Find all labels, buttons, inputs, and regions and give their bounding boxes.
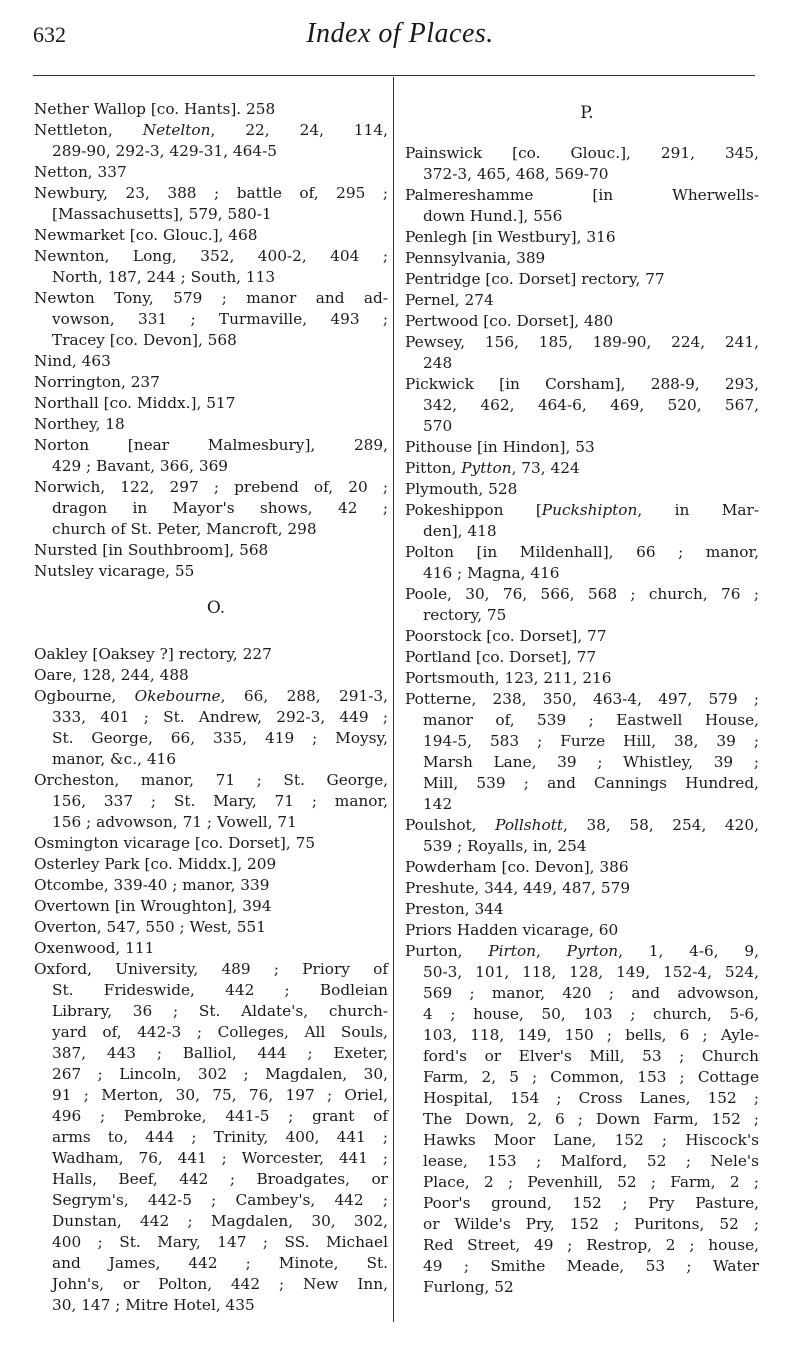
entry-text: Potterne, 238, 350, 463-4, 497, 579 ; xyxy=(405,690,759,708)
entry-text: Painswick [co. Glouc.], 291, 345, xyxy=(405,144,759,162)
entry-line xyxy=(405,647,759,668)
entry-text: 342, 462, 464-6, 469, 520, 567, xyxy=(423,396,759,414)
entry-text: Segrym's, 442-5 ; Cambey's, 442 ; xyxy=(52,1191,388,1209)
entry-text: and James, 442 ; Minote, St. xyxy=(52,1254,388,1272)
entry-text: Pernel, 274 xyxy=(405,291,494,309)
index-entry xyxy=(405,269,759,290)
section-heading: O. xyxy=(206,598,226,618)
index-entry xyxy=(405,941,759,1298)
entry-text: 289-90, 292-3, 429-31, 464-5 xyxy=(52,142,278,160)
entry-line xyxy=(34,1022,388,1043)
entry-text: 267 ; Lincoln, 302 ; Magdalen, 30, xyxy=(52,1065,388,1083)
index-entry xyxy=(405,899,759,920)
index-entry xyxy=(405,437,759,458)
entry-text: Osterley Park [co. Middx.], 209 xyxy=(34,855,277,873)
index-entry xyxy=(34,162,388,183)
index-entry xyxy=(34,959,388,1316)
entry-text: Hospital, 154 ; Cross Lanes, 152 ; xyxy=(423,1089,759,1107)
entry-line xyxy=(405,458,759,479)
entry-text: Nind, 463 xyxy=(34,352,111,370)
entry-line xyxy=(34,351,388,372)
entry-text: Polton [in Mildenhall], 66 ; manor, xyxy=(405,543,759,561)
entry-line xyxy=(34,540,388,561)
entry-line xyxy=(405,479,759,500)
index-entry xyxy=(34,770,388,833)
index-entry xyxy=(34,561,388,582)
entry-line xyxy=(34,288,388,309)
index-entry xyxy=(34,99,388,120)
entry-text: 49 ; Smithe Meade, 53 ; Water xyxy=(423,1257,759,1275)
entry-text: Nursted [in Southbroom], 568 xyxy=(34,541,269,559)
entry-text: 400 ; St. Mary, 147 ; SS. Michael xyxy=(52,1233,388,1251)
entry-text: Marsh Lane, 39 ; Whistley, 39 ; xyxy=(423,753,759,771)
entry-text: Farm, 2, 5 ; Common, 153 ; Cottage xyxy=(423,1068,759,1086)
entry-text: 416 ; Magna, 416 xyxy=(423,564,560,582)
index-entry xyxy=(34,833,388,854)
index-entry xyxy=(405,227,759,248)
entry-line xyxy=(34,665,388,686)
entry-text: den], 418 xyxy=(423,522,497,540)
entry-text: dragon in Mayor's shows, 42 ; xyxy=(52,499,388,517)
entry-text: 539 ; Royalls, in, 254 xyxy=(423,837,587,855)
entry-text: Pokeshippon [ xyxy=(405,501,542,519)
entry-line xyxy=(34,162,388,183)
entry-line xyxy=(34,1169,388,1190)
index-entry xyxy=(405,500,759,542)
entry-line xyxy=(405,143,759,164)
entry-line xyxy=(405,1088,759,1109)
entry-line xyxy=(34,225,388,246)
entry-line xyxy=(405,185,759,206)
entry-text: , 1, 4-6, 9, xyxy=(618,942,760,960)
entry-line xyxy=(405,164,759,185)
index-entry xyxy=(34,288,388,351)
entry-line xyxy=(405,773,759,794)
italic-variant-name: Okebourne xyxy=(134,687,221,705)
entry-text: yard of, 442-3 ; Colleges, All Souls, xyxy=(52,1023,388,1041)
entry-text: , 38, 58, 254, 420, xyxy=(563,816,759,834)
entry-text: The Down, 2, 6 ; Down Farm, 152 ; xyxy=(423,1110,759,1128)
entry-text: Dunstan, 442 ; Magdalen, 30, 302, xyxy=(52,1212,388,1230)
entry-line xyxy=(34,519,388,540)
entry-line xyxy=(34,435,388,456)
entry-text: 4 ; house, 50, 103 ; church, 5-6, xyxy=(423,1005,759,1023)
entry-line xyxy=(34,1232,388,1253)
entry-text: Poole, 30, 76, 566, 568 ; church, 76 ; xyxy=(405,585,759,603)
entry-line xyxy=(34,1085,388,1106)
entry-line xyxy=(34,456,388,477)
entry-text: Furlong, 52 xyxy=(423,1278,514,1296)
entry-text: Preston, 344 xyxy=(405,900,504,918)
index-entry xyxy=(34,875,388,896)
index-entry xyxy=(405,920,759,941)
page-number: 632 xyxy=(33,22,66,47)
column-divider xyxy=(393,77,394,1322)
entry-text: , 22, 24, 114, xyxy=(210,121,388,139)
entry-text: John's, or Polton, 442 ; New Inn, xyxy=(52,1275,388,1293)
entry-text: 156 ; advowson, 71 ; Vowell, 71 xyxy=(52,813,297,831)
entry-text: Place, 2 ; Pevenhill, 52 ; Farm, 2 ; xyxy=(423,1173,759,1191)
entry-text: Poulshot, xyxy=(405,816,496,834)
entry-line xyxy=(34,1190,388,1211)
entry-text: Oakley [Oaksey ?] rectory, 227 xyxy=(34,645,272,663)
entry-line xyxy=(34,1253,388,1274)
entry-line xyxy=(405,1172,759,1193)
entry-line xyxy=(405,1214,759,1235)
index-entry xyxy=(405,542,759,584)
entry-line xyxy=(405,1067,759,1088)
entry-line xyxy=(34,1001,388,1022)
entry-line xyxy=(405,500,759,521)
index-entry xyxy=(405,647,759,668)
entry-text: 103, 118, 149, 150 ; bells, 6 ; Ayle- xyxy=(423,1026,759,1044)
entry-text: Pithouse [in Hindon], 53 xyxy=(405,438,595,456)
entry-text: Norrington, 237 xyxy=(34,373,160,391)
entry-line xyxy=(405,584,759,605)
entry-text: Plymouth, 528 xyxy=(405,480,518,498)
entry-text: 569 ; manor, 420 ; and advowson, xyxy=(423,984,759,1002)
index-entry xyxy=(34,938,388,959)
index-entry xyxy=(405,458,759,479)
entry-text: Portland [co. Dorset], 77 xyxy=(405,648,597,666)
italic-variant-name: Puckshipton xyxy=(541,501,638,519)
entry-line xyxy=(405,290,759,311)
entry-line xyxy=(34,1211,388,1232)
entry-line xyxy=(405,1193,759,1214)
index-entry xyxy=(405,143,759,185)
entry-line xyxy=(34,309,388,330)
entry-text: , 66, 288, 291-3, xyxy=(220,687,388,705)
entry-text: vowson, 331 ; Turmaville, 493 ; xyxy=(52,310,388,328)
entry-line xyxy=(34,141,388,162)
entry-line xyxy=(405,353,759,374)
entry-text: Halls, Beef, 442 ; Broadgates, or xyxy=(52,1170,388,1188)
index-entry xyxy=(34,225,388,246)
index-entry xyxy=(34,393,388,414)
index-entry xyxy=(405,668,759,689)
index-entry xyxy=(34,372,388,393)
index-entry xyxy=(34,414,388,435)
entry-line xyxy=(405,332,759,353)
index-entry xyxy=(34,435,388,477)
entry-line xyxy=(405,857,759,878)
entry-line xyxy=(34,183,388,204)
entry-line xyxy=(405,983,759,1004)
entry-text: Portsmouth, 123, 211, 216 xyxy=(405,669,612,687)
entry-text: Northey, 18 xyxy=(34,415,125,433)
entry-text: 156, 337 ; St. Mary, 71 ; manor, xyxy=(52,792,388,810)
entry-line xyxy=(34,1127,388,1148)
index-entry xyxy=(34,477,388,540)
entry-text: Mill, 539 ; and Cannings Hundred, xyxy=(423,774,759,792)
entry-line xyxy=(34,1043,388,1064)
entry-line xyxy=(34,498,388,519)
entry-text: down Hund.], 556 xyxy=(423,207,563,225)
entry-line xyxy=(405,1130,759,1151)
entry-line xyxy=(34,1295,388,1316)
entry-text: Oxford, University, 489 ; Priory of xyxy=(34,960,388,978)
entry-text: ford's or Elver's Mill, 53 ; Church xyxy=(423,1047,759,1065)
entry-text: 387, 443 ; Balliol, 444 ; Exeter, xyxy=(52,1044,388,1062)
entry-text: , 73, 424 xyxy=(511,459,580,477)
page-title: Index of Places. xyxy=(306,18,494,49)
entry-text: rectory, 75 xyxy=(423,606,507,624)
entry-line xyxy=(34,372,388,393)
entry-line xyxy=(34,99,388,120)
entry-text: Overton, 547, 550 ; West, 551 xyxy=(34,918,266,936)
entry-line xyxy=(405,1004,759,1025)
entry-line xyxy=(34,812,388,833)
entry-line xyxy=(34,477,388,498)
entry-line xyxy=(34,561,388,582)
entry-text: Osmington vicarage [co. Dorset], 75 xyxy=(34,834,316,852)
entry-text: 91 ; Merton, 30, 75, 76, 197 ; Oriel, xyxy=(52,1086,388,1104)
entry-text: St. George, 66, 335, 419 ; Moysy, xyxy=(52,729,388,747)
entry-line xyxy=(34,686,388,707)
italic-variant-name: Netelton xyxy=(142,121,211,139)
entry-text: Pickwick [in Corsham], 288-9, 293, xyxy=(405,375,759,393)
entry-text: 248 xyxy=(423,354,453,372)
entry-line xyxy=(34,980,388,1001)
entry-text: 429 ; Bavant, 366, 369 xyxy=(52,457,229,475)
entry-line xyxy=(405,437,759,458)
index-entry xyxy=(405,185,759,227)
entry-text: Newton Tony, 579 ; manor and ad- xyxy=(34,289,388,307)
entry-line xyxy=(405,962,759,983)
italic-variant-name: Pytton xyxy=(461,459,512,477)
entry-text: Penlegh [in Westbury], 316 xyxy=(405,228,616,246)
entry-text: Pennsylvania, 389 xyxy=(405,249,546,267)
entry-line xyxy=(405,395,759,416)
entry-line xyxy=(34,414,388,435)
index-entry xyxy=(405,248,759,269)
index-entry xyxy=(34,896,388,917)
entry-text: Otcombe, 339-40 ; manor, 339 xyxy=(34,876,270,894)
entry-line xyxy=(405,1277,759,1298)
entry-line xyxy=(405,542,759,563)
entry-text: 372-3, 465, 468, 569-70 xyxy=(423,165,609,183)
entry-line xyxy=(34,644,388,665)
entry-text: [Massachusetts], 579, 580-1 xyxy=(52,205,272,223)
index-entry xyxy=(405,311,759,332)
entry-line xyxy=(34,330,388,351)
entry-line xyxy=(405,1256,759,1277)
entry-line xyxy=(405,1235,759,1256)
index-entry xyxy=(34,540,388,561)
entry-line xyxy=(405,941,759,962)
entry-text: Priors Hadden vicarage, 60 xyxy=(405,921,619,939)
header-rule xyxy=(33,75,755,76)
index-entry xyxy=(405,374,759,437)
index-entry xyxy=(34,183,388,225)
entry-line xyxy=(34,833,388,854)
entry-line xyxy=(405,752,759,773)
entry-text: Red Street, 49 ; Restrop, 2 ; house, xyxy=(423,1236,759,1254)
entry-text: or Wilde's Pry, 152 ; Puritons, 52 ; xyxy=(423,1215,759,1233)
entry-line xyxy=(34,120,388,141)
entry-line xyxy=(34,896,388,917)
entry-line xyxy=(405,605,759,626)
index-entry xyxy=(34,246,388,288)
entry-text: Nettleton, xyxy=(34,121,143,139)
entry-text: 194-5, 583 ; Furze Hill, 38, 39 ; xyxy=(423,732,759,750)
entry-line xyxy=(34,728,388,749)
entry-text: Newbury, 23, 388 ; battle of, 295 ; xyxy=(34,184,388,202)
entry-line xyxy=(405,710,759,731)
entry-line xyxy=(34,749,388,770)
entry-text: Northall [co. Middx.], 517 xyxy=(34,394,236,412)
entry-line xyxy=(34,917,388,938)
entry-line xyxy=(405,521,759,542)
index-entry xyxy=(405,332,759,374)
entry-line xyxy=(34,938,388,959)
entry-text: manor of, 539 ; Eastwell House, xyxy=(423,711,759,729)
entry-line xyxy=(405,689,759,710)
index-entry xyxy=(405,584,759,626)
entry-text: Preshute, 344, 449, 487, 579 xyxy=(405,879,631,897)
entry-line xyxy=(405,731,759,752)
entry-text: 333, 401 ; St. Andrew, 292-3, 449 ; xyxy=(52,708,388,726)
entry-line xyxy=(34,267,388,288)
entry-text: Library, 36 ; St. Aldate's, church- xyxy=(52,1002,388,1020)
entry-text: 142 xyxy=(423,795,453,813)
entry-line xyxy=(34,1106,388,1127)
entry-text: Powderham [co. Devon], 386 xyxy=(405,858,629,876)
entry-text: Pitton, xyxy=(405,459,462,477)
entry-line xyxy=(34,707,388,728)
entry-line xyxy=(405,206,759,227)
entry-line xyxy=(34,875,388,896)
section-heading: P. xyxy=(580,103,594,123)
entry-text: Hawks Moor Lane, 152 ; Hiscock's xyxy=(423,1131,759,1149)
entry-line xyxy=(34,246,388,267)
entry-line xyxy=(405,374,759,395)
entry-text: Newmarket [co. Glouc.], 468 xyxy=(34,226,258,244)
entry-line xyxy=(405,878,759,899)
entry-text: Oxenwood, 111 xyxy=(34,939,155,957)
index-entry xyxy=(405,479,759,500)
index-entry xyxy=(34,854,388,875)
entry-text: Nutsley vicarage, 55 xyxy=(34,562,195,580)
entry-line xyxy=(405,920,759,941)
entry-line xyxy=(405,563,759,584)
index-entry xyxy=(405,626,759,647)
index-entry xyxy=(34,686,388,770)
entry-text: Newnton, Long, 352, 400-2, 404 ; xyxy=(34,247,388,265)
entry-text: 496 ; Pembroke, 441-5 ; grant of xyxy=(52,1107,388,1125)
entry-text: Poor's ground, 152 ; Pry Pasture, xyxy=(423,1194,759,1212)
index-entry xyxy=(34,351,388,372)
index-entry xyxy=(34,120,388,162)
entry-line xyxy=(405,269,759,290)
entry-line xyxy=(405,227,759,248)
entry-line xyxy=(405,311,759,332)
entry-text: Poorstock [co. Dorset], 77 xyxy=(405,627,607,645)
index-entry xyxy=(405,290,759,311)
index-entry xyxy=(34,665,388,686)
index-entry xyxy=(405,857,759,878)
entry-text: Norwich, 122, 297 ; prebend of, 20 ; xyxy=(34,478,388,496)
entry-text: Overtown [in Wroughton], 394 xyxy=(34,897,272,915)
entry-text: Pertwood [co. Dorset], 480 xyxy=(405,312,614,330)
entry-text: arms to, 444 ; Trinity, 400, 441 ; xyxy=(52,1128,388,1146)
index-entry xyxy=(405,815,759,857)
entry-text: lease, 153 ; Malford, 52 ; Nele's xyxy=(423,1152,759,1170)
entry-line xyxy=(34,204,388,225)
entry-line xyxy=(405,416,759,437)
entry-text: , in Mar- xyxy=(637,501,759,519)
index-entry xyxy=(405,689,759,815)
entry-text: St. Frideswide, 442 ; Bodleian xyxy=(52,981,388,999)
entry-line xyxy=(405,1151,759,1172)
entry-line xyxy=(405,815,759,836)
entry-text: Ogbourne, xyxy=(34,687,135,705)
index-column-left xyxy=(34,99,388,1316)
entry-line xyxy=(405,248,759,269)
entry-line xyxy=(34,770,388,791)
entry-text: Netton, 337 xyxy=(34,163,127,181)
index-column-right xyxy=(405,99,759,1298)
entry-line xyxy=(405,1025,759,1046)
entry-line xyxy=(405,1109,759,1130)
entry-text: 30, 147 ; Mitre Hotel, 435 xyxy=(52,1296,255,1314)
entry-text: North, 187, 244 ; South, 113 xyxy=(52,268,276,286)
entry-text: Palmereshamme [in Wherwells- xyxy=(405,186,759,204)
entry-text: Pentridge [co. Dorset] rectory, 77 xyxy=(405,270,665,288)
index-entry xyxy=(34,917,388,938)
entry-text: 50-3, 101, 118, 128, 149, 152-4, 524, xyxy=(423,963,759,981)
entry-line xyxy=(405,836,759,857)
entry-text: 570 xyxy=(423,417,453,435)
italic-variant-name: Pollshott xyxy=(495,816,564,834)
entry-line xyxy=(34,854,388,875)
entry-line xyxy=(405,899,759,920)
index-entry xyxy=(34,644,388,665)
entry-text: , xyxy=(536,942,567,960)
italic-variant-name: Pirton xyxy=(488,942,537,960)
entry-line xyxy=(405,1046,759,1067)
index-entry xyxy=(405,878,759,899)
entry-line xyxy=(405,794,759,815)
entry-text: Wadham, 76, 441 ; Worcester, 441 ; xyxy=(52,1149,388,1167)
entry-text: church of St. Peter, Mancroft, 298 xyxy=(52,520,317,538)
entry-text: Oare, 128, 244, 488 xyxy=(34,666,189,684)
entry-text: Norton [near Malmesbury], 289, xyxy=(34,436,388,454)
italic-variant-name: Pyrton xyxy=(566,942,619,960)
entry-text: Pewsey, 156, 185, 189-90, 224, 241, xyxy=(405,333,759,351)
entry-line xyxy=(405,626,759,647)
entry-line xyxy=(34,791,388,812)
entry-line xyxy=(34,1064,388,1085)
entry-text: manor, &c., 416 xyxy=(52,750,177,768)
entry-line xyxy=(34,959,388,980)
entry-text: Purton, xyxy=(405,942,489,960)
entry-text: Tracey [co. Devon], 568 xyxy=(52,331,237,349)
entry-line xyxy=(34,1274,388,1295)
entry-line xyxy=(34,393,388,414)
entry-line xyxy=(34,1148,388,1169)
entry-text: Nether Wallop [co. Hants]. 258 xyxy=(34,100,276,118)
entry-text: Orcheston, manor, 71 ; St. George, xyxy=(34,771,388,789)
entry-line xyxy=(405,668,759,689)
